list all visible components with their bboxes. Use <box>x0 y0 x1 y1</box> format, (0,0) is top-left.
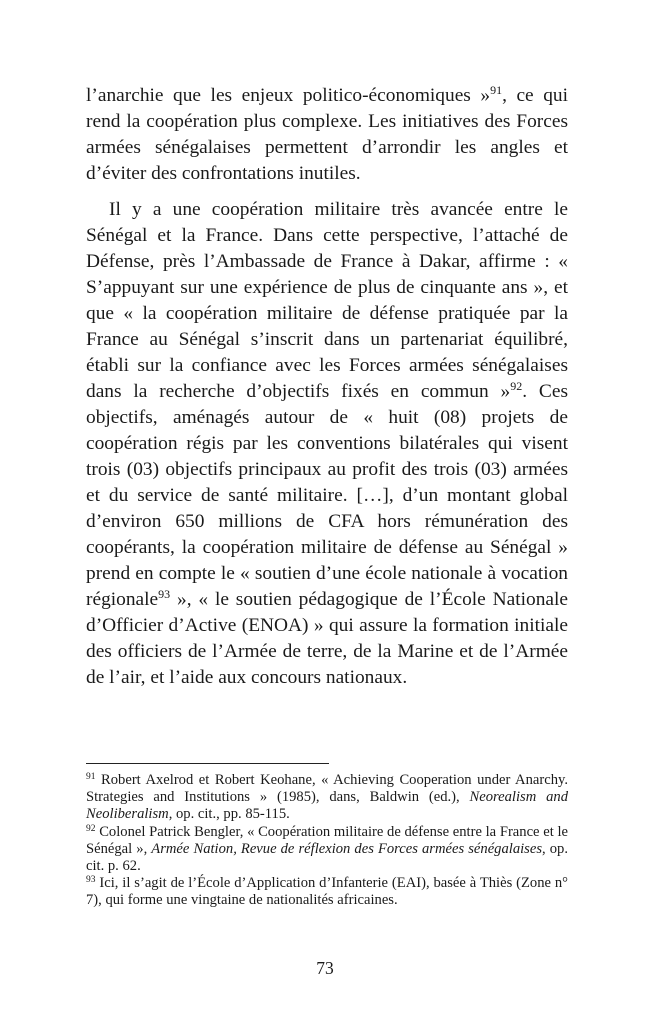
paragraph-2-text: Il y a une coopération militaire très avancée entre le Sénégal et la France. Dans cette perspective, l’attaché de Défense, près l’Ambassade de France à Dakar, affirme : « S’appuyant sur une expérience de plus de cinquante ans », et que « la coopération militaire de défense pratiquée par la France au Sénégal s’inscrit dans un partenariat équilibré, établi sur la confiance avec les Forces armées sénégalaises dans la recherche d’objectifs fixés en commun » <box>86 199 568 402</box>
main-text <box>86 83 568 691</box>
paragraph-2-text-end: », « le soutien pédagogique de l’École Nationale d’Officier d’Active (ENOA) » qui assure la formation initiale des officiers de l’Armée de terre, de la Marine et de l’Armée de l’air, et l’aide aux concours nationaux. <box>86 589 568 688</box>
footnote-ref-91[interactable]: 91 <box>490 83 503 97</box>
paragraph-1-text-cont: , ce qui rend la coopération plus complexe. Les initiatives des Forces armées sénégalaises permettent d’arrondir les angles et d’éviter des confrontations inutiles. <box>86 85 568 184</box>
footnote-text-cont: , op. cit., pp. 85-115. <box>168 806 290 823</box>
footnote-text: Colonel Patrick Bengler, « Coopération militaire de défense entre la France et le Sénégal », <box>86 823 568 857</box>
footnote-number: 91 <box>86 772 96 782</box>
footnote-92 <box>86 824 568 876</box>
footnote-italic-title: Neorealism and Neoliberalism <box>86 789 568 823</box>
paragraph-2-text-cont: . Ces objectifs, aménagés autour de « huit (08) projets de coopération régis par les conventions bilatérales qui visent trois (03) objectifs principaux au profit des trois (03) armées et du service de santé militaire. […], d’un montant global d’environ 650 millions de CFA hors rémunération des coopérants, la coopération militaire de défense au Sénégal » prend en compte le « soutien d’une école nationale à vocation régionale <box>86 381 568 610</box>
footnote-ref-93[interactable]: 93 <box>158 587 171 601</box>
footnote-91 <box>86 772 568 824</box>
footnote-ref-92[interactable]: 92 <box>510 379 523 393</box>
footnote-number: 92 <box>86 823 96 834</box>
paragraph-1 <box>86 83 568 187</box>
page-number: 73 <box>316 958 334 978</box>
footnote-93 <box>86 875 568 909</box>
footnote-divider <box>86 763 329 764</box>
footnote-text: Ici, il s’agit de l’École d’Application d’Infanterie (EAI), basée à Thiès (Zone n° 7), qui forme une vingtaine de nationalités africaines. <box>86 875 568 909</box>
footnote-number: 93 <box>86 875 96 886</box>
footnote-text: Robert Axelrod et Robert Keohane, « Achieving Cooperation under Anarchy. Strategies and Institutions » (1985), dans, Baldwin (ed.), <box>86 772 568 806</box>
footnotes <box>86 772 568 910</box>
paragraph-1-text: l’anarchie que les enjeux politico-économiques » <box>86 85 491 106</box>
footnote-text-cont: , op. cit. p. 62. <box>86 840 568 875</box>
footnote-italic-title: Armée Nation, Revue de réflexion des Forces armées sénégalaises <box>151 840 543 857</box>
paragraph-2 <box>86 197 568 691</box>
